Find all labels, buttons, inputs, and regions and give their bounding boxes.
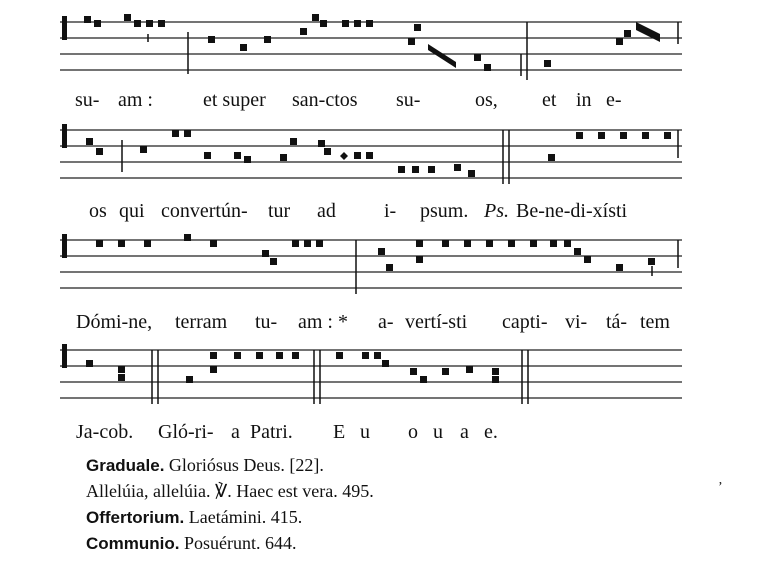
reference-text: Laetámini. 415.: [188, 507, 303, 527]
lyric-line-1: [0, 89, 758, 115]
reference-text: Posuérunt. 644.: [184, 533, 297, 553]
syllable: Ja-cob.: [76, 421, 134, 443]
syllable: tá-: [606, 311, 628, 333]
reference-graduale: [86, 452, 374, 478]
syllable: u: [433, 421, 443, 443]
syllable: a-: [378, 311, 394, 333]
syllable: su-: [396, 89, 421, 111]
clef-c-icon: [62, 124, 67, 148]
reference-label: Offertorium.: [86, 508, 185, 527]
syllable: am :: [118, 89, 153, 111]
syllable: i-: [384, 200, 397, 222]
syllable: convertún-: [161, 200, 248, 222]
syllable: san-ctos: [292, 89, 358, 111]
reference-label: Graduale.: [86, 456, 165, 475]
syllable: os,: [475, 89, 498, 111]
syllable: psum.: [420, 200, 469, 222]
syllable: Dómi-ne,: [76, 311, 153, 333]
reference-text: Allelúia, allelúia. ℣. Haec est vera. 495.: [86, 481, 374, 501]
staff-2: [60, 118, 686, 194]
syllable: E: [333, 421, 346, 443]
reference-label: Communio.: [86, 534, 180, 553]
syllable: a: [231, 421, 240, 443]
syllable: et: [542, 89, 557, 111]
syllable: a: [460, 421, 469, 443]
syllable: o: [408, 421, 418, 443]
syllable: terram: [175, 311, 228, 333]
chant-references: [86, 452, 374, 556]
lyric-line-3: [0, 311, 758, 337]
reference-alleluia: [86, 478, 374, 504]
syllable: capti-: [502, 311, 548, 333]
syllable: qui: [119, 200, 145, 222]
syllable: e.: [484, 421, 498, 443]
margin-mark: ’: [718, 480, 723, 495]
syllable: Be-ne-di-xísti: [516, 200, 628, 222]
staff-1: [60, 10, 686, 86]
syllable: am : *: [298, 311, 348, 333]
lyric-line-2: [0, 200, 758, 226]
syllable: et super: [203, 89, 266, 111]
syllable: vertí-sti: [405, 311, 468, 333]
staff-4: [60, 338, 686, 414]
syllable: Gló-ri-: [158, 421, 214, 443]
syllable: e-: [606, 89, 622, 111]
reference-communio: [86, 530, 374, 556]
syllable: in: [576, 89, 592, 111]
syllable: Patri.: [250, 421, 293, 443]
syllable: os: [89, 200, 107, 222]
syllable: ad: [317, 200, 336, 222]
syllable: su-: [75, 89, 100, 111]
reference-text: Gloriósus Deus. [22].: [168, 455, 324, 475]
staff-3: [60, 228, 686, 304]
syllable: tur: [268, 200, 291, 222]
syllable: tem: [640, 311, 670, 333]
lyric-line-4: [0, 421, 758, 447]
syllable: vi-: [565, 311, 588, 333]
clef-c-icon: [62, 16, 67, 40]
syllable: tu-: [255, 311, 278, 333]
clef-c-icon: [62, 234, 67, 258]
syllable: u: [360, 421, 370, 443]
clef-c-icon: [62, 344, 67, 368]
psalm-marker: Ps.: [484, 200, 509, 222]
reference-offertorium: [86, 504, 374, 530]
